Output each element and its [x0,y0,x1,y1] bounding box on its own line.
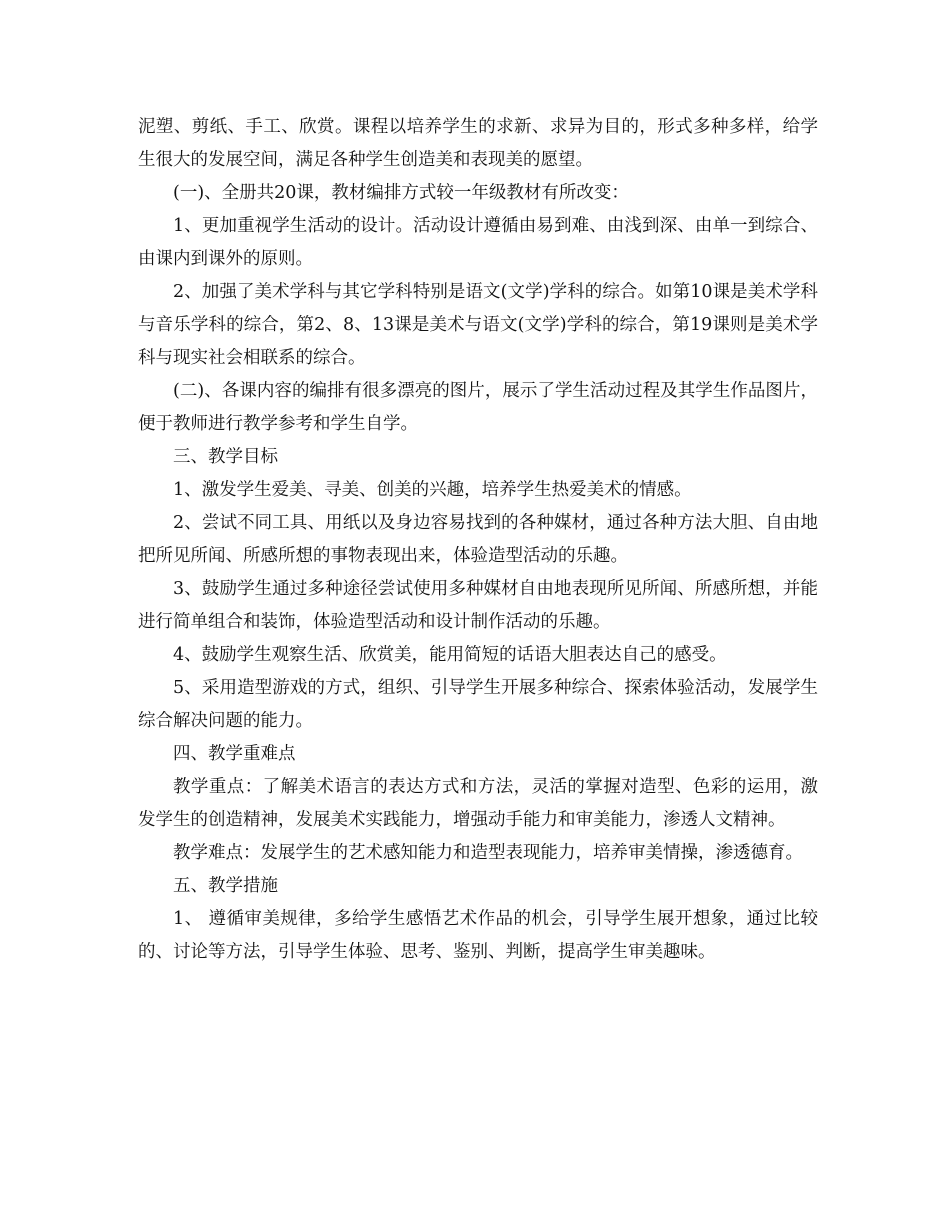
heading-key-points: 四、教学重难点 [173,744,296,764]
paragraph-goal: 2、尝试不同工具、用纸以及身边容易找到的各种媒材，通过各种方法大胆、自由地把所见所闻、所感所想的事物表现出来，体验造型活动的乐趣。 [138,513,818,566]
heading-teaching-measures: 五、教学措施 [173,876,278,896]
paragraph-goal: 5、采用造型游戏的方式，组织、引导学生开展多种综合、探索体验活动，发展学生综合解决问题的能力。 [138,678,818,731]
paragraph-goal: 3、鼓励学生通过多种途径尝试使用多种媒材自由地表现所见所闻、所感所想，并能进行简单组合和装饰，体验造型活动和设计制作活动的乐趣。 [138,579,818,632]
paragraph-item: 2、加强了美术学科与其它学科特别是语文(文学)学科的综合。如第10课是美术学科与音乐学科的综合，第2、8、13课是美术与语文(文学)学科的综合，第19课则是美术学科与现实社会相联系的综合。 [138,282,818,368]
paragraph-goal: 1、激发学生爱美、寻美、创美的兴趣，培养学生热爱美术的情感。 [173,480,692,500]
paragraph-section-one: (一)、全册共20课，教材编排方式较一年级教材有所改变： [173,183,629,203]
paragraph-intro: 泥塑、剪纸、手工、欣赏。课程以培养学生的求新、求异为目的，形式多种多样，给学生很大的发展空间，满足各种学生创造美和表现美的愿望。 [138,117,818,170]
paragraph-goal: 4、鼓励学生观察生活、欣赏美，能用简短的话语大胆表达自己的感受。 [173,645,727,665]
paragraph-key-point: 教学重点：了解美术语言的表达方式和方法，灵活的掌握对造型、色彩的运用，激发学生的创造精神，发展美术实践能力，增强动手能力和审美能力，渗透人文精神。 [138,777,818,830]
heading-teaching-goals: 三、教学目标 [173,447,278,467]
paragraph-measure: 1、 遵循审美规律，多给学生感悟艺术作品的机会，引导学生展开想象，通过比较的、讨论等方法，引导学生体验、思考、鉴别、判断，提高学生审美趣味。 [138,909,818,962]
document-body [138,111,818,969]
paragraph-section-two: (二)、各课内容的编排有很多漂亮的图片，展示了学生活动过程及其学生作品图片，便于教师进行教学参考和学生自学。 [138,381,818,434]
paragraph-item: 1、更加重视学生活动的设计。活动设计遵循由易到难、由浅到深、由单一到综合、由课内到课外的原则。 [138,216,818,269]
paragraph-difficulty: 教学难点：发展学生的艺术感知能力和造型表现能力，培养审美情操，渗透德育。 [173,843,803,863]
